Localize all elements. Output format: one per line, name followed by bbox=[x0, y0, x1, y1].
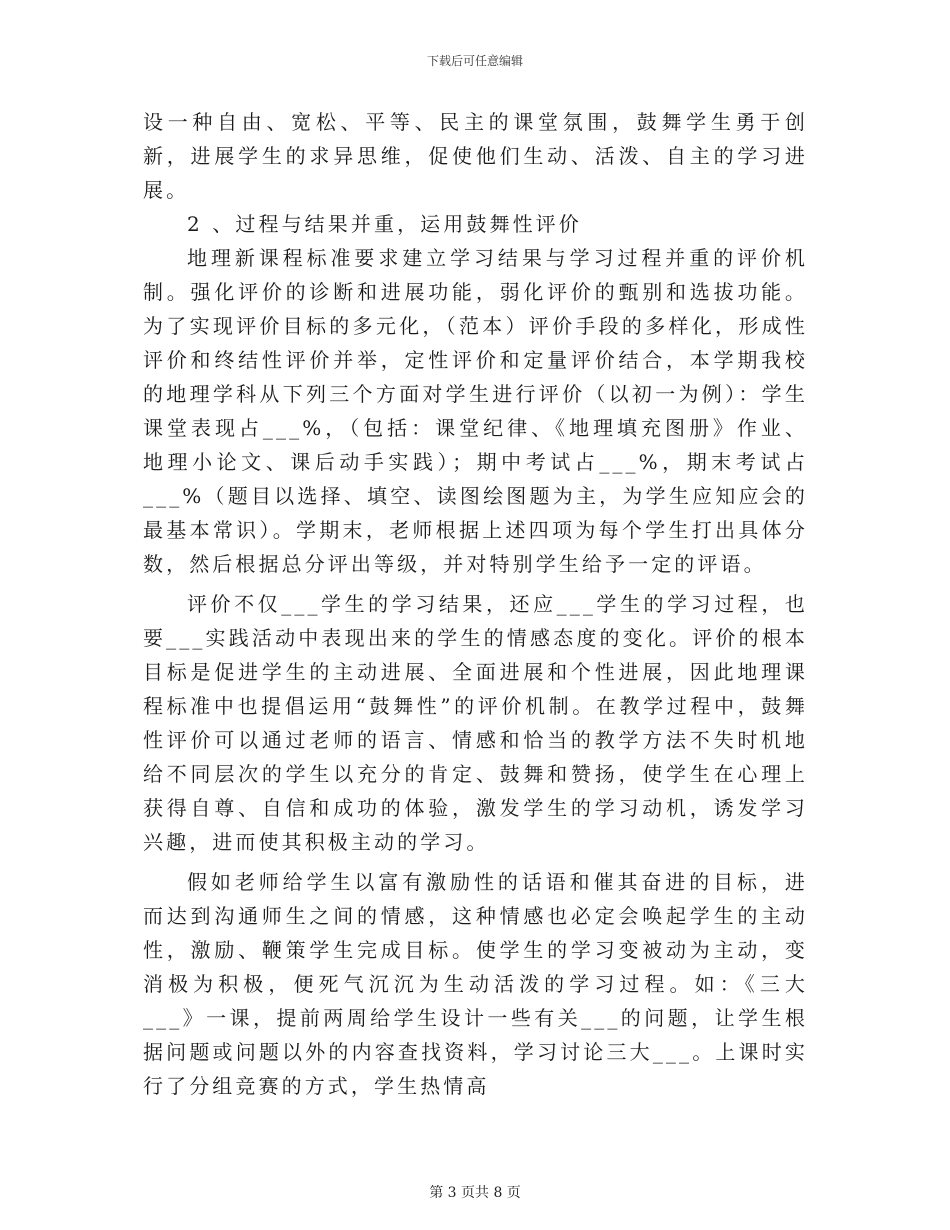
page-header: 下载后可任意编辑 bbox=[426, 54, 523, 68]
paragraph: 设一种自由、宽松、平等、民主的课堂氛围，鼓舞学生勇于创新，进展学生的求异思维，促使他们生动、活泼、自主的学习进展。 bbox=[143, 110, 808, 202]
paragraph: 假如老师给学生以富有激励性的话语和催其奋进的目标，进而达到沟通师生之间的情感，这种情感也必定会唤起学生的主动性，激励、鞭策学生完成目标。使学生的学习变被动为主动，变消极为积极，便死气沉沉为生动活泼的学习过程。如：《三大___》一课，提前两周给学生设计一些有关___的问题，让学生根据问题或问题以外的内容查找资料，学习讨论三大___。上课时实行了分组竞赛的方式，学生热情高 bbox=[143, 870, 808, 1098]
paragraph: 评价不仅___学生的学习结果，还应___学生的学习过程，也要___实践活动中表现出来的学生的情感态度的变化。评价的根本目标是促进学生的主动进展、全面进展和个性进展，因此地理课程标准中也提倡运用“鼓舞性”的评价机制。在教学过程中，鼓舞性评价可以通过老师的语言、情感和恰当的教学方法不失时机地给不同层次的学生以充分的肯定、鼓舞和赞扬，使学生在心理上获得自尊、自信和成功的体验，激发学生的学习动机，诱发学习兴趣，进而使其积极主动的学习。 bbox=[143, 592, 808, 854]
paragraph: 地理新课程标准要求建立学习结果与学习过程并重的评价机制。强化评价的诊断和进展功能，弱化评价的甄别和选拔功能。为了实现评价目标的多元化，（范本）评价手段的多样化，形成性评价和终结性评价并举，定性评价和定量评价结合，本学期我校的地理学科从下列三个方面对学生进行评价（以初一为例）：学生课堂表现占___%，（包括：课堂纪律、《地理填充图册》作业、地理小论文、课后动手实践）；期中考试占___%，期末考试占___%（题目以选择、填空、读图绘图题为主，为学生应知应会的最基本常识）。学期末，老师根据上述四项为每个学生打出具体分数，然后根据总分评出等级，并对特别学生给予一定的评语。 bbox=[143, 246, 808, 576]
page-number: 第 3 页共 8 页 bbox=[429, 1185, 521, 1201]
section-heading: 2 、过程与结果并重，运用鼓舞性评价 bbox=[187, 212, 582, 236]
document-body bbox=[143, 105, 808, 1103]
